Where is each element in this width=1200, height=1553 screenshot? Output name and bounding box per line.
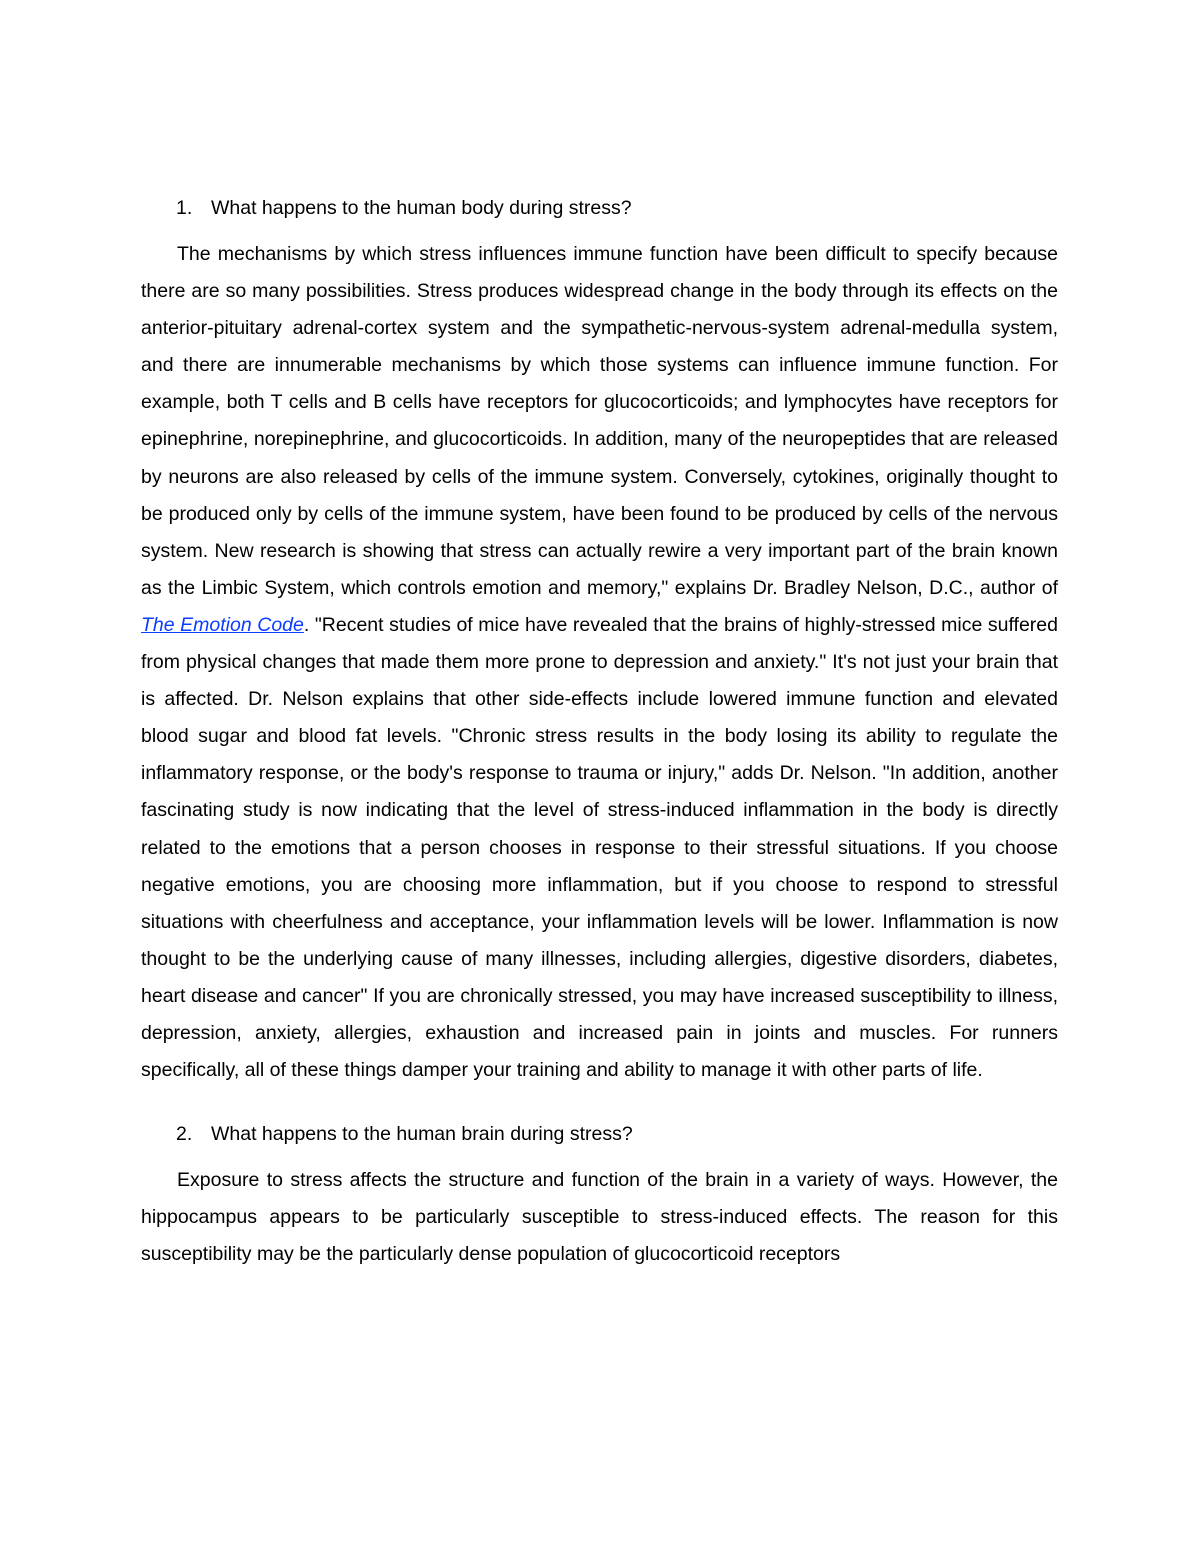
answer-1-text-part2: . "Recent studies of mice have revealed that the brains of highly-stressed mice suffered from physical changes that made them more prone to depression and anxiety." It's not just your brain that is affected. Dr. Nelson explains that other side-effects include lowered immune function and elevated blood sugar and blood fat levels. "Chronic stress results in the body losing its ability to regulate the inflammatory response, or the body's response to trauma or injury," adds Dr. Nelson. "In addition, another fascinating study is now indicating that the level of stress-induced inflammation in the body is directly related to the emotions that a person chooses in response to their stressful situations. If you choose negative emotions, you are choosing more inflammation, but if you choose to respond to stressful situations with cheerfulness and acceptance, your inflammation levels will be lower. Inflammation is now thought to be the underlying cause of many illnesses, including allergies, digestive disorders, diabetes, heart disease and cancer" If you are chronically stressed, you may have increased susceptibility to illness, depression, anxiety, allergies, exhaustion and increased pain in joints and muscles. For runners specifically, all of these things damper your training and ability to manage it with other parts of life.	[141, 613, 1058, 1082]
answer-2-paragraph: Exposure to stress affects the structure and function of the brain in a variety of ways. However, the hippocampus appears to be particularly susceptible to stress-induced effects. The reason for this susceptibility may be the particularly dense population of glucocorticoid receptors	[141, 1169, 1058, 1266]
document-page	[141, 190, 1058, 1273]
question-1	[141, 190, 1058, 227]
question-2-number: 2.	[176, 1123, 193, 1146]
question-2	[141, 1116, 1058, 1153]
answer-1-text-part1: The mechanisms by which stress influences immune function have been difficult to specify because there are so many possibilities. Stress produces widespread change in the body through its effects on the anterior-pituitary adrenal-cortex system and the sympathetic-nervous-system adrenal-medulla system, and there are innumerable mechanisms by which those systems can influence immune function. For example, both T cells and B cells have receptors for glucocorticoids; and lymphocytes have receptors for epinephrine, norepinephrine, and glucocorticoids. In addition, many of the neuropeptides that are released by neurons are also released by cells of the immune system. Conversely, cytokines, originally thought to be produced only by cells of the immune system, have been found to be produced by cells of the nervous system. New research is showing that stress can actually rewire a very important part of the brain known as the Limbic System, which controls emotion and memory," explains Dr. Bradley Nelson, D.C., author of	[141, 243, 1058, 599]
question-2-text: What happens to the human brain during stress?	[211, 1123, 633, 1146]
question-1-text: What happens to the human body during stress?	[211, 197, 632, 219]
question-1-number: 1.	[176, 197, 193, 219]
answer-1-paragraph	[141, 236, 1058, 1089]
emotion-code-link[interactable]: The Emotion Code	[141, 613, 304, 636]
